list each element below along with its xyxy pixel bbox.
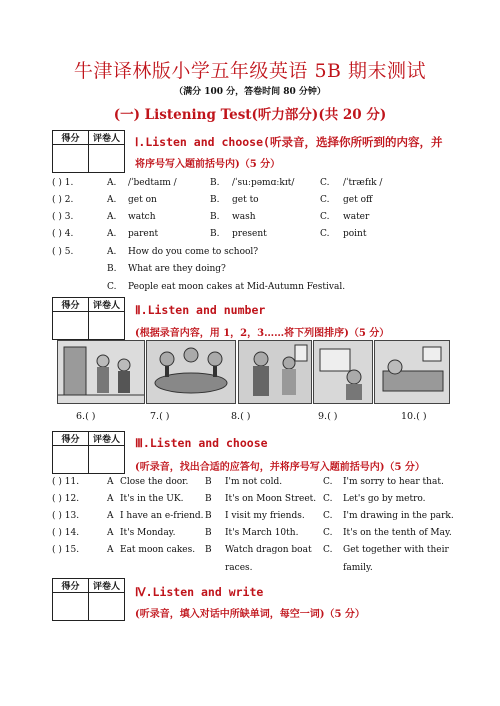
option-letter: B	[205, 494, 212, 504]
grader-label: 评卷人	[89, 131, 125, 145]
option-letter: A	[107, 477, 114, 487]
option-text: present	[232, 229, 267, 239]
option-text: Eat moon cakes.	[120, 545, 196, 555]
option-text: It's on the tenth of May.	[343, 528, 452, 538]
picture-family-dinner	[146, 340, 236, 404]
picture-child-reading	[313, 340, 373, 404]
answer-bracket[interactable]: ( ) 14.	[52, 528, 80, 538]
option-letter: B.	[210, 229, 220, 239]
picture-child-in-bed	[374, 340, 450, 404]
section-2-heading: Ⅱ.Listen and number	[135, 303, 266, 317]
answer-bracket[interactable]: ( ) 11.	[52, 477, 80, 487]
grader-label: 评卷人	[89, 298, 125, 312]
score-cell[interactable]	[53, 312, 89, 340]
option-letter: B.	[210, 212, 220, 222]
option-letter: B	[205, 528, 212, 538]
option-text: /ˈtræfɪk /	[343, 178, 383, 188]
section-4-heading: Ⅳ.Listen and write	[135, 585, 264, 599]
grader-cell[interactable]	[89, 446, 125, 474]
option-letter: C.	[323, 511, 333, 521]
section-3-instruction: (听录音，找出合适的应答句，并将序号写入题前括号内)（5 分）	[135, 462, 425, 473]
option-text: I visit my friends.	[225, 511, 305, 521]
picture-number-10[interactable]: 10.( )	[401, 411, 427, 422]
option-text: water	[343, 212, 370, 222]
option-letter: A	[107, 528, 114, 538]
grader-cell[interactable]	[89, 312, 125, 340]
picture-number-6[interactable]: 6.( )	[76, 411, 96, 422]
score-cell[interactable]	[53, 145, 89, 173]
option-text: parent	[128, 229, 159, 239]
grader-label: 评卷人	[89, 432, 125, 446]
answer-bracket[interactable]: ( ) 4.	[52, 229, 74, 239]
option-letter: C.	[323, 545, 333, 555]
option-letter: C.	[323, 528, 333, 538]
score-label: 得分	[53, 298, 89, 312]
score-box-4	[52, 578, 125, 621]
grader-label: 评卷人	[89, 579, 125, 593]
option-letter: C.	[320, 195, 330, 205]
picture-people-indoors	[238, 340, 312, 404]
option-text: People eat moon cakes at Mid-Autumn Festival.	[128, 282, 346, 292]
option-letter: C.	[323, 477, 333, 487]
option-letter: B.	[210, 195, 220, 205]
answer-bracket[interactable]: ( ) 15.	[52, 545, 80, 555]
score-box-1	[52, 130, 125, 173]
option-text: family.	[343, 563, 373, 573]
answer-bracket[interactable]: ( ) 13.	[52, 511, 80, 521]
option-letter: B	[205, 545, 212, 555]
section-3-heading: Ⅲ.Listen and choose	[135, 436, 268, 450]
option-text: I have an e-friend.	[120, 511, 204, 521]
option-text: /ˈsuːpəmɑːkɪt/	[232, 178, 295, 188]
answer-bracket[interactable]: ( ) 5.	[52, 247, 74, 257]
picture-number-8[interactable]: 8.( )	[231, 411, 251, 422]
option-letter: B	[205, 477, 212, 487]
picture-number-7[interactable]: 7.( )	[150, 411, 170, 422]
option-text: get off	[343, 195, 373, 205]
option-text: races.	[225, 563, 253, 573]
answer-bracket[interactable]: ( ) 12.	[52, 494, 80, 504]
grader-cell[interactable]	[89, 145, 125, 173]
option-letter: C.	[323, 494, 333, 504]
option-text: Let's go by metro.	[343, 494, 426, 504]
option-text: watch	[128, 212, 156, 222]
option-letter: A.	[107, 229, 117, 239]
section-4-instruction: (听录音，填入对话中所缺单词，每空一词)（5 分）	[135, 609, 365, 620]
option-letter: A	[107, 545, 114, 555]
section-1-instruction: 将序号写入题前括号内)（5 分）	[135, 159, 281, 170]
section-2-instruction: (根据录音内容，用 1，2，3……将下列图排序)（5 分）	[135, 328, 390, 339]
option-letter: C.	[320, 229, 330, 239]
option-text: It's March 10th.	[225, 528, 299, 538]
option-text: Get together with their	[343, 545, 449, 555]
answer-bracket[interactable]: ( ) 1.	[52, 178, 74, 188]
option-letter: C.	[320, 178, 330, 188]
option-letter: A	[107, 494, 114, 504]
score-box-3	[52, 431, 125, 474]
option-letter: B.	[210, 178, 220, 188]
section-1-heading: Ⅰ.Listen and choose(听录音，选择你所听到的内容，并	[135, 135, 443, 149]
option-letter: B	[205, 511, 212, 521]
option-text: Watch dragon boat	[225, 545, 312, 555]
score-box-2	[52, 297, 125, 340]
option-letter: A.	[107, 195, 117, 205]
picture-family-at-door	[57, 340, 145, 404]
option-text: It's Monday.	[120, 528, 176, 538]
exam-subtitle: （满分 100 分，答卷时间 80 分钟）	[174, 87, 326, 97]
option-text: wash	[232, 212, 256, 222]
option-text: get on	[128, 195, 157, 205]
option-text: /ˈbedtaɪm /	[128, 178, 177, 188]
option-text: I'm sorry to hear that.	[343, 477, 444, 487]
option-text: What are they doing?	[128, 264, 226, 274]
option-letter: A.	[107, 247, 117, 257]
score-cell[interactable]	[53, 593, 89, 621]
option-letter: A.	[107, 212, 117, 222]
option-letter: C.	[320, 212, 330, 222]
score-cell[interactable]	[53, 446, 89, 474]
answer-bracket[interactable]: ( ) 3.	[52, 212, 74, 222]
option-letter: C.	[107, 282, 117, 292]
score-label: 得分	[53, 131, 89, 145]
picture-number-9[interactable]: 9.( )	[318, 411, 338, 422]
grader-cell[interactable]	[89, 593, 125, 621]
part-title: (一) Listening Test(听力部分)(共 20 分)	[113, 107, 387, 123]
score-label: 得分	[53, 579, 89, 593]
option-text: I'm not cold.	[225, 477, 283, 487]
option-letter: A	[107, 511, 114, 521]
answer-bracket[interactable]: ( ) 2.	[52, 195, 74, 205]
option-text: point	[343, 229, 367, 239]
option-text: How do you come to school?	[128, 247, 259, 257]
option-letter: A.	[107, 178, 117, 188]
option-text: I'm drawing in the park.	[343, 511, 454, 521]
exam-title: 牛津译林版小学五年级英语 5B 期末测试	[73, 60, 427, 82]
option-letter: B.	[107, 264, 117, 274]
option-text: Close the door.	[120, 477, 189, 487]
option-text: get to	[232, 195, 259, 205]
option-text: It's on Moon Street.	[225, 494, 317, 504]
option-text: It's in the UK.	[120, 494, 184, 504]
score-label: 得分	[53, 432, 89, 446]
